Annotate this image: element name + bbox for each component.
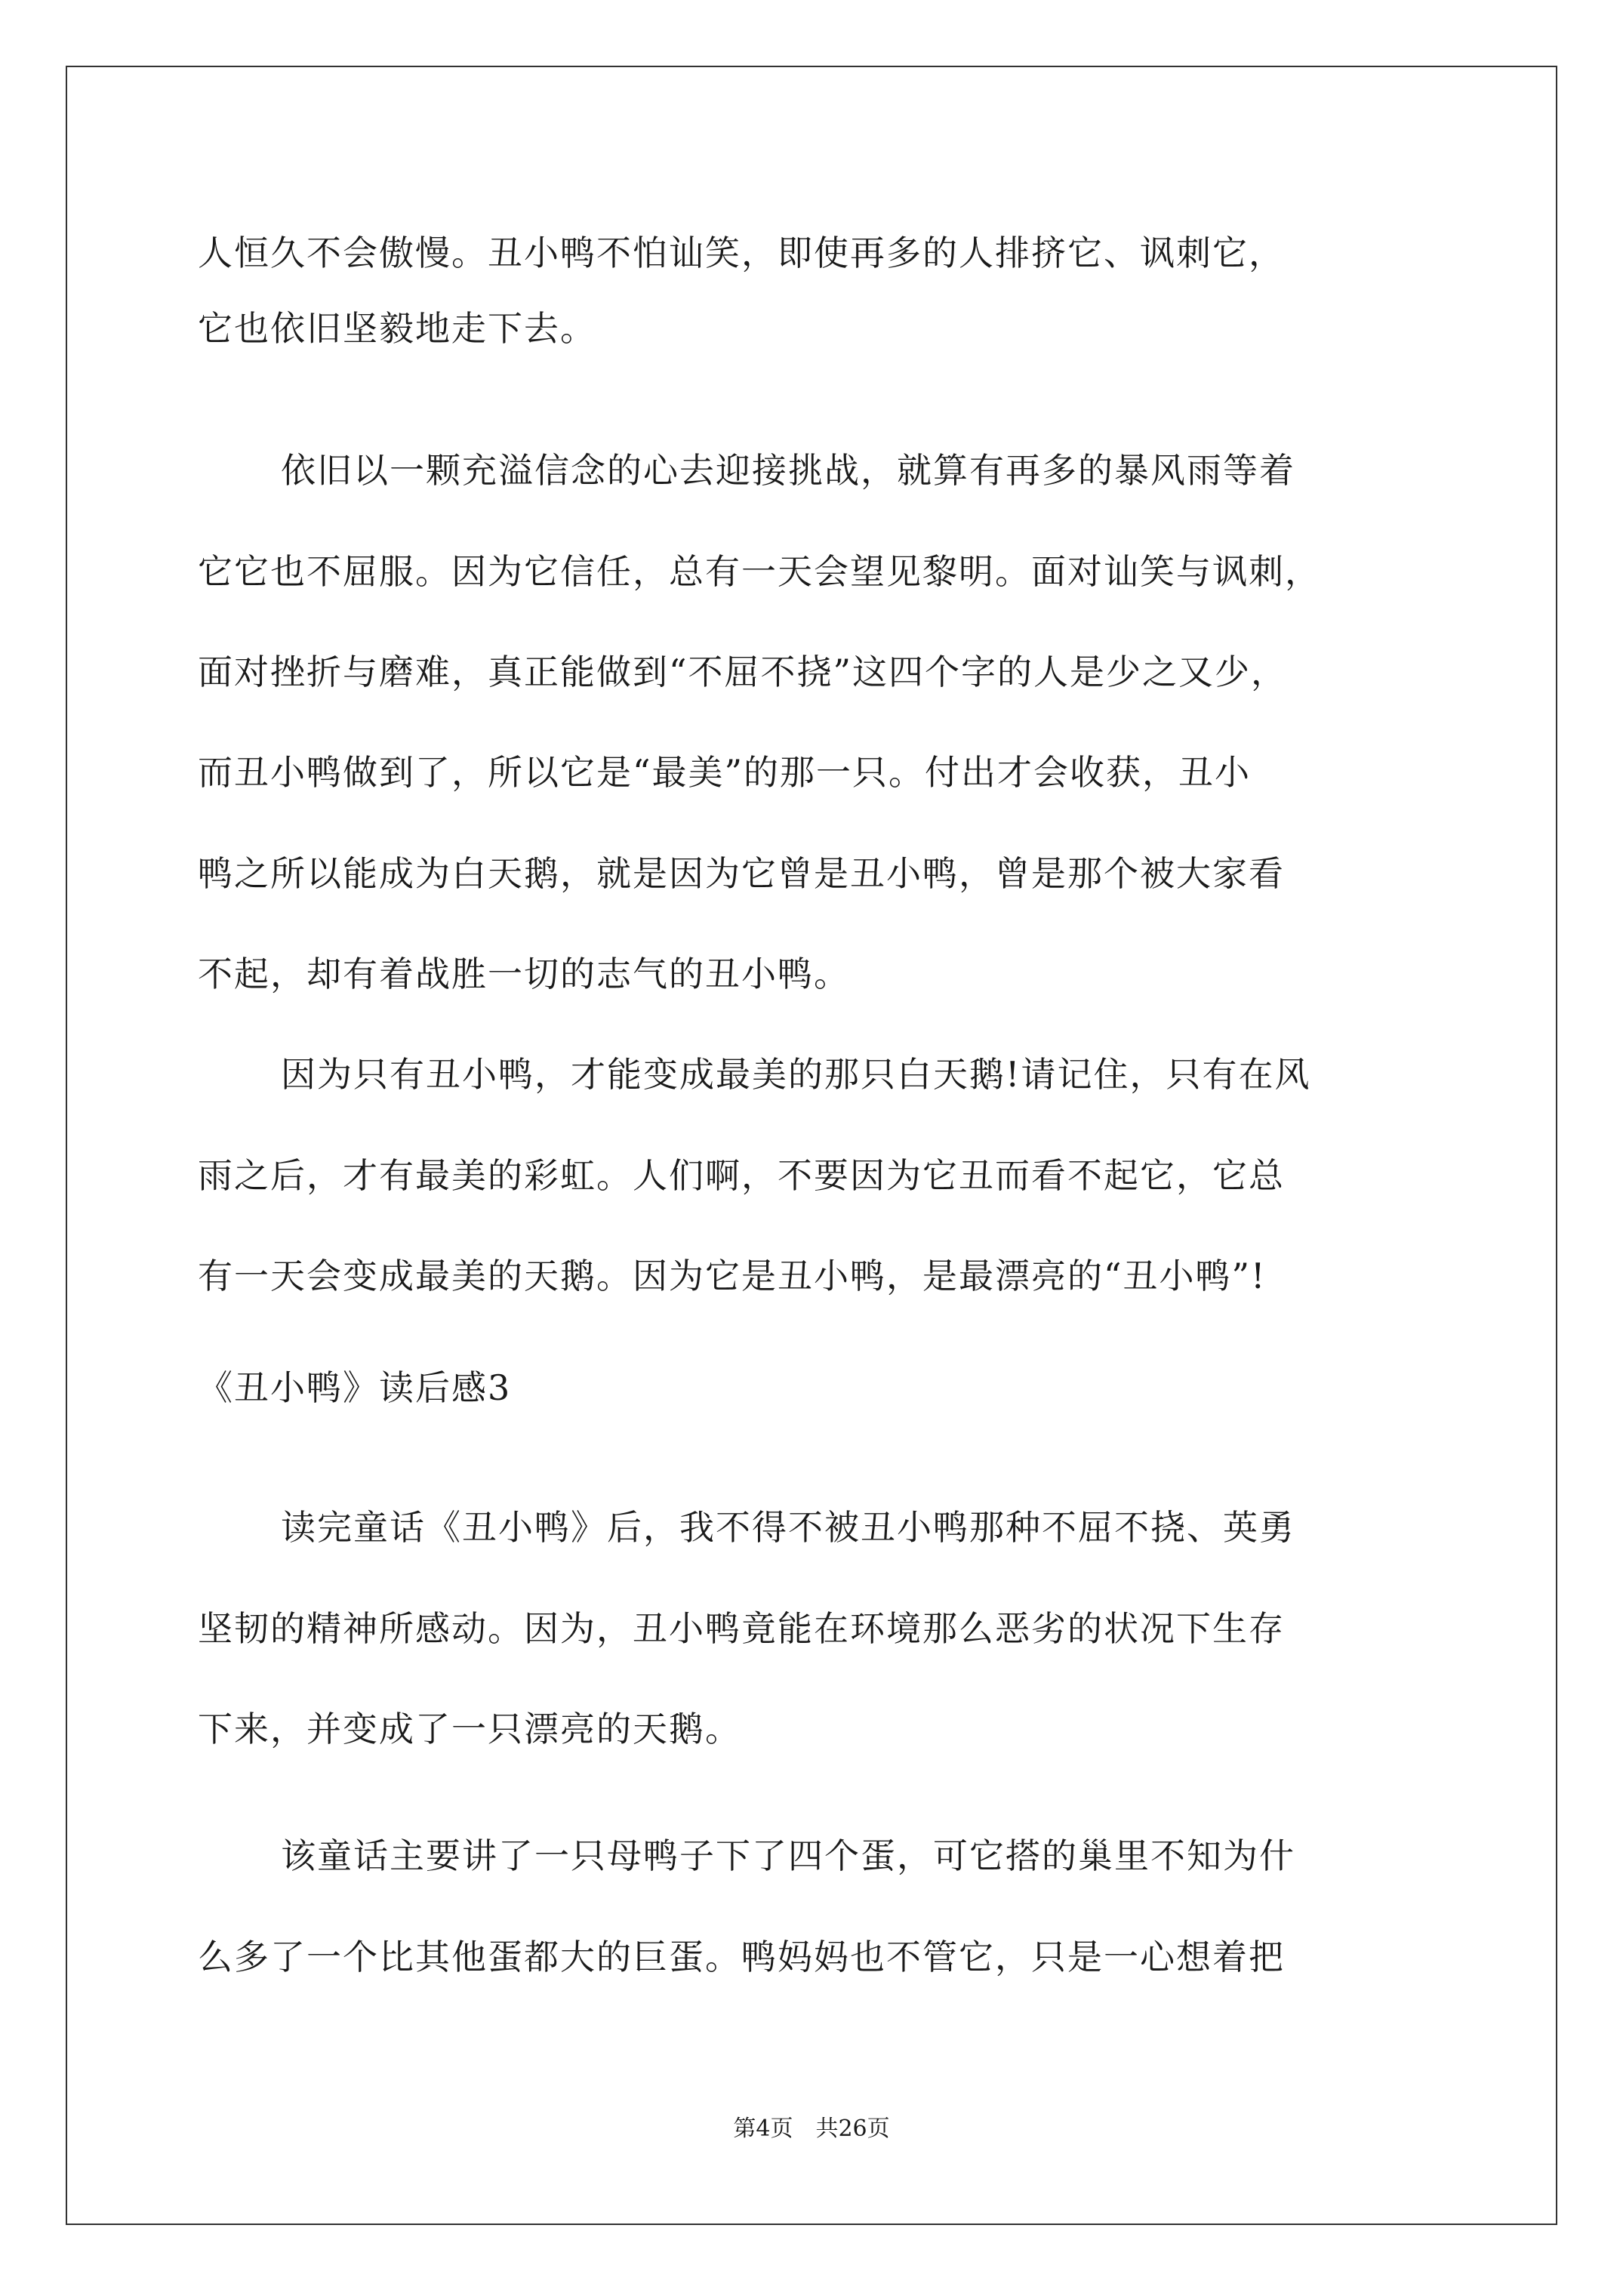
paragraph-start-line: 读完童话《丑小鸭》后，我不得不被丑小鸭那种不屈不挠、英勇	[281, 1507, 1295, 1548]
page-border	[66, 66, 1557, 2225]
text-line: 坚韧的精神所感动。因为，丑小鸭竟能在环境那么恶劣的状况下生存	[198, 1608, 1285, 1649]
text-line: 它它也不屈服。因为它信任，总有一天会望见黎明。面对讪笑与讽刺，	[198, 551, 1321, 592]
text-line: 鸭之所以能成为白天鹅，就是因为它曾是丑小鸭，曾是那个被大家看	[198, 853, 1285, 894]
text-line: 而丑小鸭做到了，所以它是“最美”的那一只。付出才会收获，丑小	[198, 752, 1252, 793]
text-line: 不起，却有着战胜一切的志气的丑小鸭。	[198, 954, 850, 994]
text-line: 么多了一个比其他蛋都大的巨蛋。鸭妈妈也不管它，只是一心想着把	[198, 1937, 1285, 1977]
text-line: 有一天会变成最美的天鹅。因为它是丑小鸭，是最漂亮的“丑小鸭”!	[198, 1256, 1267, 1296]
paragraph-start-line: 该童话主要讲了一只母鸭子下了四个蛋，可它搭的巢里不知为什	[281, 1835, 1295, 1876]
text-line: 下来，并变成了一只漂亮的天鹅。	[198, 1709, 741, 1749]
section-heading: 《丑小鸭》读后感3	[198, 1367, 512, 1408]
text-line: 面对挫折与磨难，真正能做到“不屈不挠”这四个字的人是少之又少，	[198, 652, 1288, 692]
paragraph-start-line: 因为只有丑小鸭，才能变成最美的那只白天鹅!请记住，只有在风	[281, 1054, 1311, 1095]
text-line: 人恒久不会傲慢。丑小鸭不怕讪笑，即使再多的人排挤它、讽刺它，	[198, 233, 1285, 273]
page-number-footer: 第4页 共26页	[733, 2116, 890, 2142]
text-line: 它也依旧坚毅地走下去。	[198, 308, 596, 349]
text-line: 雨之后，才有最美的彩虹。人们啊，不要因为它丑而看不起它，它总	[198, 1155, 1285, 1196]
paragraph-start-line: 依旧以一颗充溢信念的心去迎接挑战，就算有再多的暴风雨等着	[281, 450, 1295, 491]
